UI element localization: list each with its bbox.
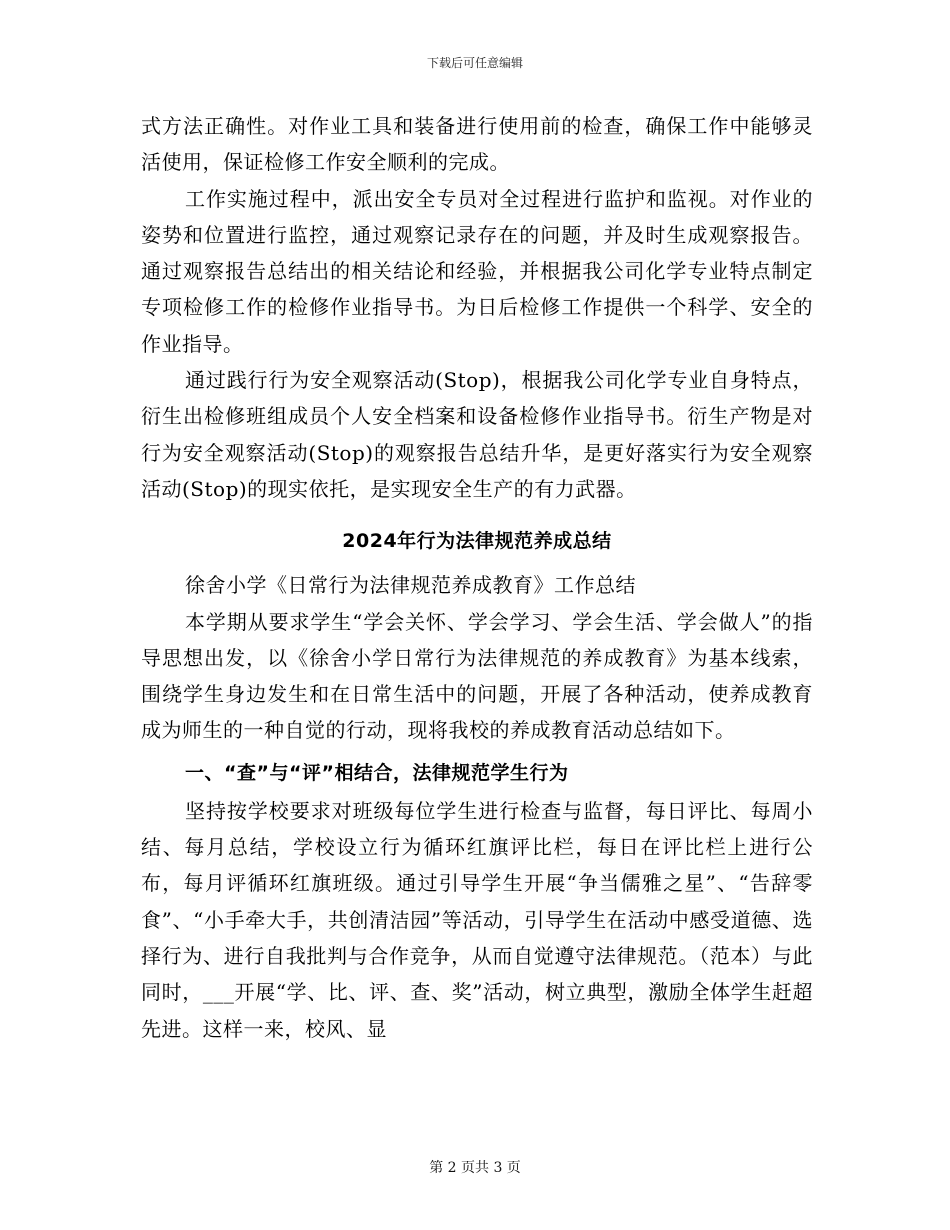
document-body: [141, 108, 813, 1047]
subtitle: 徐舍小学《日常行为法律规范养成教育》工作总结: [185, 573, 636, 598]
paragraph-continued: 式方法正确性。对作业工具和装备进行使用前的检查，确保工作中能够灵活使用，保证检修工作安全顺利的完成。: [141, 114, 813, 175]
section-title: 2024年行为法律规范养成总结: [342, 530, 612, 553]
paragraph-stop-activity: 通过践行行为安全观察活动(Stop)，根据我公司化学专业自身特点，衍生出检修班组成员个人安全档案和设备检修作业指导书。衍生产物是对行为安全观察活动(Stop)的观察报告总结升华，是更好落实行为安全观察活动(Stop)的现实依托，是实现安全生产的有力武器。: [141, 368, 813, 501]
paragraph-body-one: 坚持按学校要求对班级每位学生进行检查与监督，每日评比、每周小结、每月总结，学校设立行为循环红旗评比栏，每日在评比栏上进行公布，每月评循环红旗班级。通过引导学生开展“争当儒雅之星”、“告辞零食”、“小手牵大手，共创清洁园”等活动，引导学生在活动中感受道德、选择行为、进行自我批判与合作竞争，从而自觉遵守法律规范。（范本）与此同时，___开展“学、比、评、查、奖”活动，树立典型，激励全体学生赶超先进。这样一来，校风、显: [141, 798, 813, 1041]
paragraph-implementation: 工作实施过程中，派出安全专员对全过程进行监护和监视。对作业的姿势和位置进行监控，通过观察记录存在的问题，并及时生成观察报告。通过观察报告总结出的相关结论和经验，并根据我公司化学专业特点制定专项检修工作的检修作业指导书。为日后检修工作提供一个科学、安全的作业指导。: [141, 186, 813, 356]
page-footer: 第 2 页共 3 页: [429, 1160, 521, 1176]
heading-one: 一、“查”与“评”相结合，法律规范学生行为: [185, 761, 569, 784]
page-header: 下载后可任意编辑: [426, 56, 523, 70]
paragraph-intro: 本学期从要求学生“学会关怀、学会学习、学会生活、学会做人”的指导思想出发，以《徐舍小学日常行为法律规范的养成教育》为基本线索，围绕学生身边发生和在日常生活中的问题，开展了各种活动，使养成教育成为师生的一种自觉的行动，现将我校的养成教育活动总结如下。: [141, 609, 813, 743]
